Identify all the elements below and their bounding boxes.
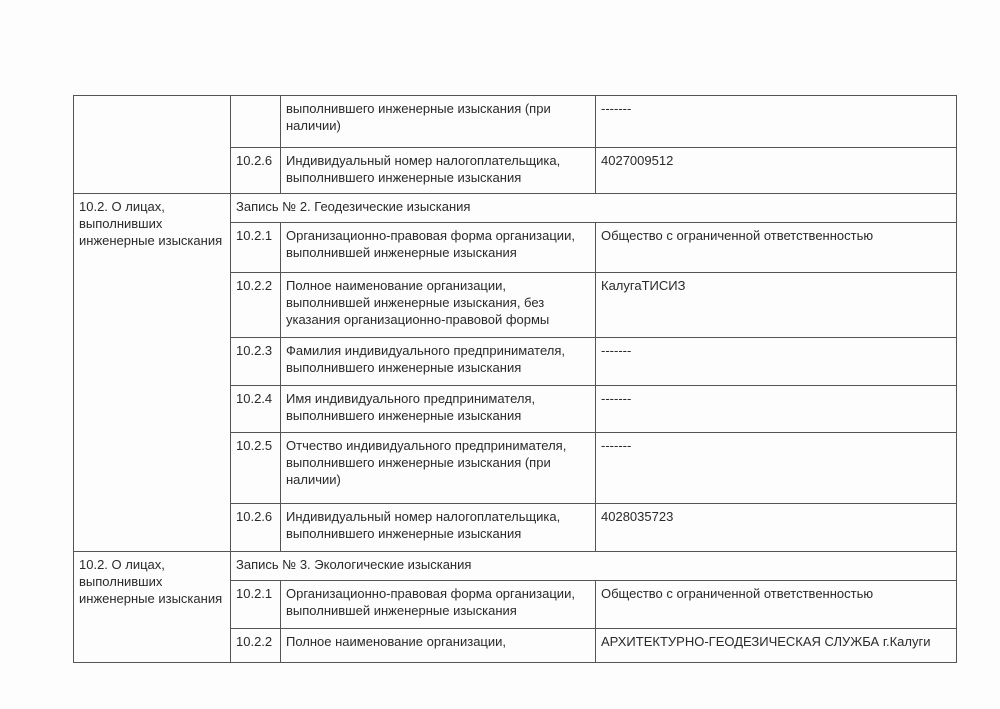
item-number: 10.2.5 (231, 433, 281, 504)
item-number: 10.2.2 (231, 273, 281, 338)
item-number: 10.2.4 (231, 386, 281, 433)
table-row (74, 96, 957, 148)
field-label: Полное наименование организации, выполнившей инженерные изыскания, без указания организационно-правовой формы (281, 273, 596, 338)
field-value: ------- (596, 96, 957, 148)
field-value: Общество с ограниченной ответственностью (596, 223, 957, 273)
field-label: Фамилия индивидуального предпринимателя, выполнившего инженерные изыскания (281, 338, 596, 386)
section-label-cell: 10.2. О лицах, выполнивших инженерные изыскания (74, 194, 231, 552)
field-label: Индивидуальный номер налогоплательщика, выполнившего инженерные изыскания (281, 148, 596, 194)
section-label-cell (74, 96, 231, 194)
item-number: 10.2.3 (231, 338, 281, 386)
record-title: Запись № 3. Экологические изыскания (231, 552, 957, 581)
section-label-cell: 10.2. О лицах, выполнивших инженерные изыскания (74, 552, 231, 663)
field-value: Общество с ограниченной ответственностью (596, 581, 957, 629)
record-header-row (74, 194, 957, 223)
field-value: 4027009512 (596, 148, 957, 194)
record-title: Запись № 2. Геодезические изыскания (231, 194, 957, 223)
field-value: АРХИТЕКТУРНО-ГЕОДЕЗИЧЕСКАЯ СЛУЖБА г.Калуги (596, 629, 957, 663)
record-header-row (74, 552, 957, 581)
field-label: Организационно-правовая форма организации, выполнившей инженерные изыскания (281, 581, 596, 629)
item-number: 10.2.6 (231, 148, 281, 194)
item-number: 10.2.6 (231, 504, 281, 552)
engineering-surveys-table (73, 95, 957, 663)
field-label: Имя индивидуального предпринимателя, выполнившего инженерные изыскания (281, 386, 596, 433)
field-value: КалугаТИСИЗ (596, 273, 957, 338)
field-value: ------- (596, 386, 957, 433)
field-label: выполнившего инженерные изыскания (при наличии) (281, 96, 596, 148)
item-number: 10.2.1 (231, 581, 281, 629)
item-number: 10.2.1 (231, 223, 281, 273)
field-label: Полное наименование организации, (281, 629, 596, 663)
field-label: Организационно-правовая форма организации, выполнившей инженерные изыскания (281, 223, 596, 273)
item-number: 10.2.2 (231, 629, 281, 663)
field-value: ------- (596, 433, 957, 504)
field-value: 4028035723 (596, 504, 957, 552)
field-label: Отчество индивидуального предпринимателя, выполнившего инженерные изыскания (при наличии) (281, 433, 596, 504)
field-value: ------- (596, 338, 957, 386)
field-label: Индивидуальный номер налогоплательщика, выполнившего инженерные изыскания (281, 504, 596, 552)
item-number (231, 96, 281, 148)
